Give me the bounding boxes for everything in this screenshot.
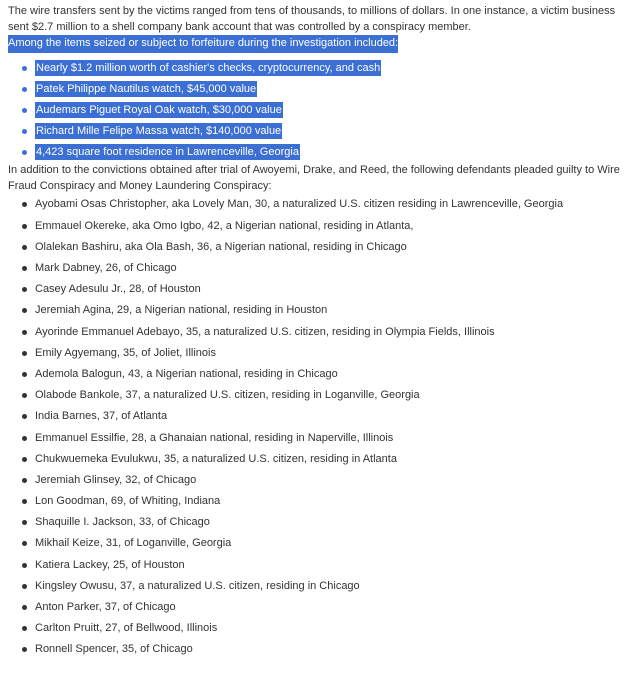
bullet-icon — [22, 330, 27, 335]
seized-item[interactable]: Audemars Piguet Royal Oak watch, $30,000 value — [8, 100, 636, 121]
bullet-icon — [22, 351, 27, 356]
list-item: Shaquille I. Jackson, 33, of Chicago — [8, 512, 636, 533]
list-item: India Barnes, 37, of Atlanta — [8, 406, 636, 427]
defendants-list — [8, 194, 636, 660]
bullet-icon — [22, 150, 27, 155]
bullet-icon — [22, 202, 27, 207]
seized-heading-row — [8, 35, 636, 58]
list-item: Anton Parker, 37, of Chicago — [8, 597, 636, 618]
bullet-icon — [22, 436, 27, 441]
seized-items-list — [8, 58, 636, 164]
list-item: Jeremiah Agina, 29, a Nigerian national, residing in Houston — [8, 300, 636, 321]
bullet-icon — [22, 266, 27, 271]
convictions-paragraph: In addition to the convictions obtained after trial of Awoyemi, Drake, and Reed, the following defendants pleaded guilty to Wire Fraud Conspiracy and Money Laundering Conspiracy: — [8, 164, 620, 192]
bullet-icon — [22, 87, 27, 92]
intro-paragraph: The wire transfers sent by the victims ranged from tens of thousands, to millions of dollars. In one instance, a victim business sent $2.7 million to a shell company bank account that was controlled by a conspiracy member. — [8, 5, 616, 33]
list-item: Casey Adesulu Jr., 28, of Houston — [8, 279, 636, 300]
bullet-icon — [22, 372, 27, 377]
bullet-icon — [22, 224, 27, 229]
bullet-icon — [22, 563, 27, 568]
list-item: Emily Agyemang, 35, of Joliet, Illinois — [8, 343, 636, 364]
list-item: Mikhail Keize, 31, of Loganville, Georgia — [8, 533, 636, 554]
list-item: Emmauel Okereke, aka Omo Igbo, 42, a Nigerian national, residing in Atlanta, — [8, 216, 636, 237]
list-item: Lon Goodman, 69, of Whiting, Indiana — [8, 491, 636, 512]
seized-item[interactable]: Richard Mille Felipe Massa watch, $140,000 value — [8, 121, 636, 142]
bullet-icon — [22, 478, 27, 483]
bullet-icon — [22, 287, 27, 292]
list-item: Ayorinde Emmanuel Adebayo, 35, a naturalized U.S. citizen, residing in Olympia Fields, Illinois — [8, 322, 636, 343]
seized-heading[interactable]: Among the items seized or subject to forfeiture during the investigation included: — [8, 35, 398, 53]
bullet-icon — [22, 584, 27, 589]
bullet-icon — [22, 605, 27, 610]
list-item: Ronnell Spencer, 35, of Chicago — [8, 639, 636, 660]
bullet-icon — [22, 66, 27, 71]
bullet-icon — [22, 626, 27, 631]
seized-item[interactable]: 4,423 square foot residence in Lawrenceville, Georgia — [8, 142, 636, 163]
bullet-icon — [22, 541, 27, 546]
list-item: Emmanuel Essilfie, 28, a Ghanaian national, residing in Naperville, Illinois — [8, 428, 636, 449]
bullet-icon — [22, 308, 27, 313]
seized-item[interactable]: Patek Philippe Nautilus watch, $45,000 value — [8, 79, 636, 100]
bullet-icon — [22, 457, 27, 462]
list-item: Chukwuemeka Evulukwu, 35, a naturalized U.S. citizen, residing in Atlanta — [8, 449, 636, 470]
list-item: Ademola Balogun, 43, a Nigerian national, residing in Chicago — [8, 364, 636, 385]
list-item: Katiera Lackey, 25, of Houston — [8, 555, 636, 576]
bullet-icon — [22, 520, 27, 525]
bullet-icon — [22, 393, 27, 398]
list-item: Olabode Bankole, 37, a naturalized U.S. citizen, residing in Loganville, Georgia — [8, 385, 636, 406]
list-item: Jeremiah Glinsey, 32, of Chicago — [8, 470, 636, 491]
bullet-icon — [22, 499, 27, 504]
list-item: Ayobami Osas Christopher, aka Lovely Man, 30, a naturalized U.S. citizen residing in Lawrenceville, Georgia — [8, 194, 636, 215]
bullet-icon — [22, 414, 27, 419]
list-item: Olalekan Bashiru, aka Ola Bash, 36, a Nigerian national, residing in Chicago — [8, 237, 636, 258]
bullet-icon — [22, 129, 27, 134]
list-item: Mark Dabney, 26, of Chicago — [8, 258, 636, 279]
bullet-icon — [22, 108, 27, 113]
list-item: Kingsley Owusu, 37, a naturalized U.S. citizen, residing in Chicago — [8, 576, 636, 597]
bullet-icon — [22, 647, 27, 652]
seized-item[interactable]: Nearly $1.2 million worth of cashier's checks, cryptocurrency, and cash — [8, 58, 636, 79]
list-item: Carlton Pruitt, 27, of Bellwood, Illinois — [8, 618, 636, 639]
bullet-icon — [22, 245, 27, 250]
